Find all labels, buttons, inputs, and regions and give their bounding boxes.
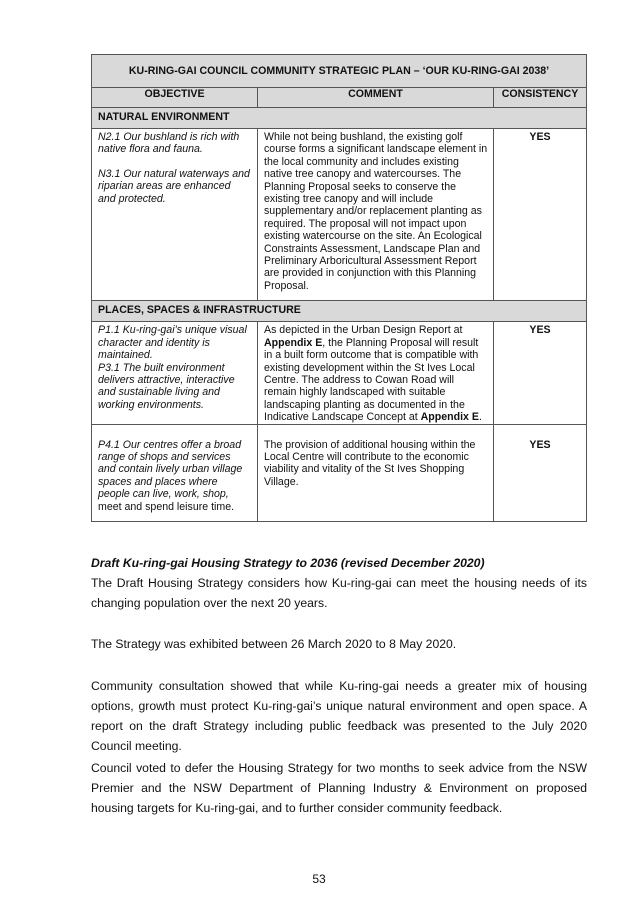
paragraph: The Strategy was exhibited between 26 March 2020 to 8 May 2020.: [91, 637, 457, 651]
housing-strategy-heading: Draft Ku-ring-gai Housing Strategy to 2036 (revised December 2020): [91, 556, 485, 570]
appendix-ref: Appendix E: [420, 411, 479, 424]
consistency-cell: YES: [494, 424, 587, 521]
header-consistency: CONSISTENCY: [494, 88, 587, 108]
objective-text: N3.1 Our natural waterways and riparian areas are enhanced and protected.: [98, 167, 250, 205]
header-comment: COMMENT: [258, 88, 494, 108]
header-objective: OBJECTIVE: [92, 88, 258, 108]
page-number: 53: [312, 872, 326, 886]
consistency-cell: YES: [494, 129, 587, 301]
objective-cell: [92, 129, 258, 301]
section-title-places-spaces: PLACES, SPACES & INFRASTRUCTURE: [92, 301, 587, 322]
paragraph: The Draft Housing Strategy considers how Ku-ring-gai can meet the housing needs of its changing population over the next 20 years.: [91, 576, 587, 610]
objective-text: N2.1 Our bushland is rich with native flora and fauna.: [98, 131, 240, 156]
consistency-cell: YES: [494, 322, 587, 424]
paragraph: Council voted to defer the Housing Strategy for two months to seek advice from the NSW Premier and the NSW Department of Planning Industry & Environment on proposed housing targets for Ku-ring-gai, and to further consider community feedback.: [91, 761, 587, 815]
comment-cell: [258, 424, 494, 521]
table-row: [92, 129, 587, 301]
comment-text: While not being bushland, the existing golf course forms a significant landscape element in the local community and includes existing native tree canopy and watercourses. The Planning Proposal seeks to conserve the existing tree canopy and will include supplementary and/or replacement planting as required. The proposal will not impact upon existing watercourse on the site. An Ecological Constraints Assessment, Landscape Plan and Preliminary Arboricultural Assessment Report are provided in conjunction with this Planning Proposal.: [264, 131, 488, 292]
objective-cell: [92, 322, 258, 424]
table-title: KU-RING-GAI COUNCIL COMMUNITY STRATEGIC PLAN – ‘OUR KU-RING-GAI 2038’: [92, 55, 587, 88]
objective-text: P4.1 Our centres offer a broad range of shops and services and contain lively urban village spaces and places where people can live, work, shop, meet and spend leisure time.: [98, 438, 243, 513]
objective-text: P1.1 Ku-ring-gai’s unique visual character and identity is maintained.: [98, 324, 247, 362]
objective-text: P3.1 The built environment delivers attractive, interactive and sustainable living and working environments.: [98, 361, 235, 411]
table-row: [92, 424, 587, 521]
comment-cell: [258, 322, 494, 424]
comment-text: As depicted in the Urban Design Report at Appendix E, the Planning Proposal will result in a built form outcome that is compatible with existing development within the St Ives Local Centre. The address to Cowan Road will remain highly landscaped with suitable landscaping planting as documented in the Indicative Landscape Concept at Appendix E.: [264, 324, 482, 424]
objective-cell: [92, 424, 258, 521]
comment-cell: [258, 129, 494, 301]
paragraph: Community consultation showed that while Ku-ring-gai needs a greater mix of housing options, growth must protect Ku-ring-gai’s unique natural environment and open space. A report on the draft Strategy including public feedback was presented to the July 2020 Council meeting.: [91, 679, 587, 753]
table-row: [92, 322, 587, 424]
section-title-natural-environment: NATURAL ENVIRONMENT: [92, 108, 587, 129]
appendix-ref: Appendix E: [264, 336, 323, 349]
comment-text: The provision of additional housing within the Local Centre will contribute to the economic viability and vitality of the St Ives Shopping Village.: [264, 438, 476, 488]
strategic-plan-table: [91, 54, 587, 522]
